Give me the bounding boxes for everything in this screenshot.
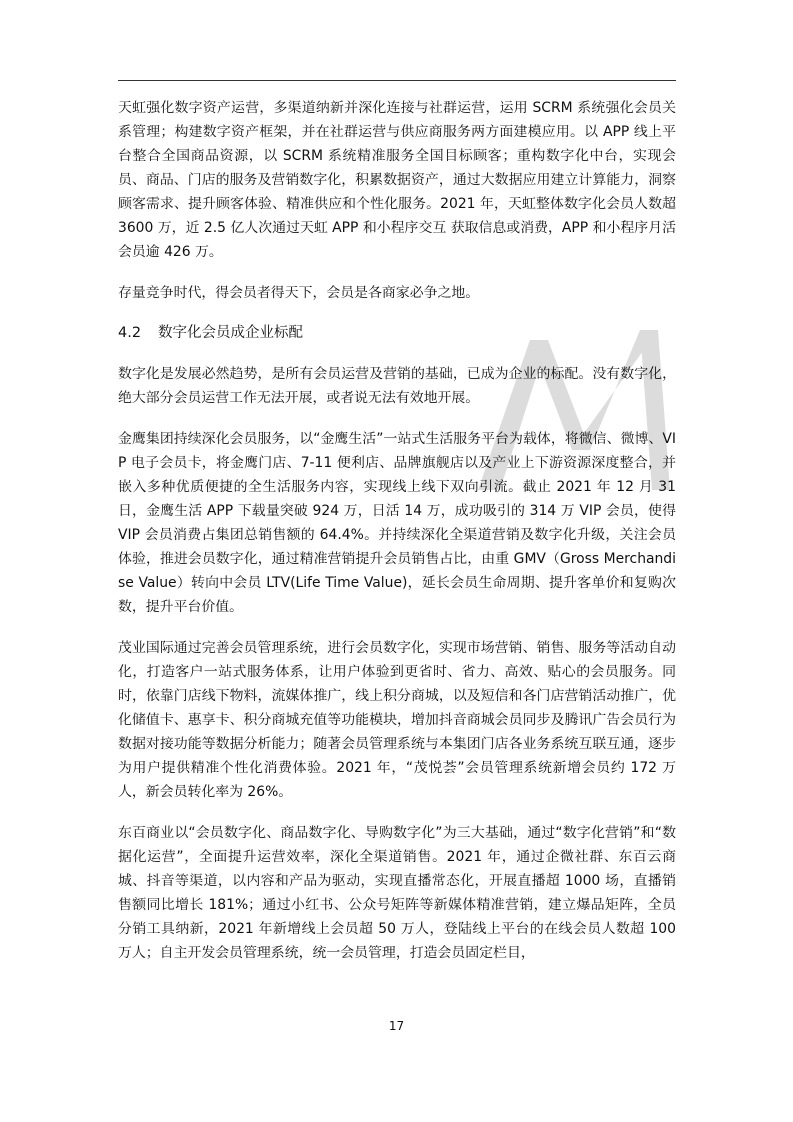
header-rule	[118, 80, 676, 81]
paragraph-golden-eagle: 金鹰集团持续深化会员服务，以“金鹰生活”一站式生活服务平台为载体，将微信、微博、VIP 电子会员卡，将金鹰门店、7-11 便利店、品牌旗舰店以及产业上下游资源深度整合，并嵌入多种优质便捷的全生活服务内容，实现线上线下双向引流。截止 2021 年 12 月 31 日，金鹰生活 APP 下载量突破 924 万，日活 14 万，成功吸引的 314 万 VIP 会员，使得 VIP 会员消费占集团总销售额的 64.4%。并持续深化全渠道营销及数字化升级，关注会员体验，推进会员数字化，通过精准营销提升会员销售占比，由重 GMV（Gross Merchandise Value）转向中会员 LTV(Life Time Value)，延长会员生命周期、提升客单价和复购次数，提升平台价值。	[118, 431, 676, 615]
paragraph-stock-competition: 存量竞争时代，得会员者得天下，会员是各商家必争之地。	[118, 285, 480, 301]
paragraph-dongbai: 东百商业以“会员数字化、商品数字化、导购数字化”为三大基础，通过“数字化营销”和“数据化运营”，全面提升运营效率，深化全渠道销售。2021 年，通过企微社群、东百云商城、抖音等渠道，以内容和产品为驱动，实现直播常态化，开展直播超 1000 场，直播销售额同比增长 181%；通过小红书、公众号矩阵等新媒体精准营销，建立爆品矩阵，全员分销工具纳新，2021 年新增线上会员超 50 万人，登陆线上平台的在线会员人数超 100 万人；自主开发会员管理系统，统一会员管理，打造会员固定栏目，	[118, 825, 676, 961]
page-number: 17	[388, 1019, 405, 1033]
section-heading	[118, 322, 676, 344]
paragraph-maoye: 茂业国际通过完善会员管理系统，进行会员数字化，实现市场营销、销售、服务等活动自动化，打造客户一站式服务体系，让用户体验到更省时、省力、高效、贴心的会员服务。同时，依靠门店线下物料，流媒体推广，线上积分商城，以及短信和各门店营销活动推广，优化储值卡、惠享卡、积分商城充值等功能模块，增加抖音商城会员同步及腾讯广告会员行为数据对接功能等数据分析能力；随著会员管理系统与本集团门店各业务系统互联互通，逐步为用户提供精准个性化消费体验。2021 年，“茂悦荟”会员管理系统新增会员约 172 万人，新会员转化率为 26%。	[118, 640, 676, 800]
paragraph-digital-trend: 数字化是发展必然趋势，是所有会员运营及营销的基础，已成为企业的标配。没有数字化，绝大部分会员运营工作无法开展，或者说无法有效地开展。	[118, 366, 676, 406]
section-number: 4.2	[118, 325, 142, 341]
paragraph-tianhong: 天虹强化数字资产运营，多渠道纳新并深化连接与社群运营，运用 SCRM 系统强化会员关系管理；构建数字资产框架，并在社群运营与供应商服务两方面建模应用。以 APP 线上平台整合全国商品资源，以 SCRM 系统精准服务全国目标顾客；重构数字化中台，实现会员、商品、门店的服务及营销数字化，积累数据资产，通过大数据应用建立计算能力，洞察顾客需求、提升顾客体验、精准供应和个性化服务。2021 年，天虹整体数字化会员人数超 3600 万，近 2.5 亿人次通过天虹 APP 和小程序交互 获取信息或消费，APP 和小程序月活会员逾 426 万。	[118, 100, 676, 260]
page-body	[118, 96, 676, 982]
section-title: 数字化会员成企业标配	[158, 325, 303, 341]
